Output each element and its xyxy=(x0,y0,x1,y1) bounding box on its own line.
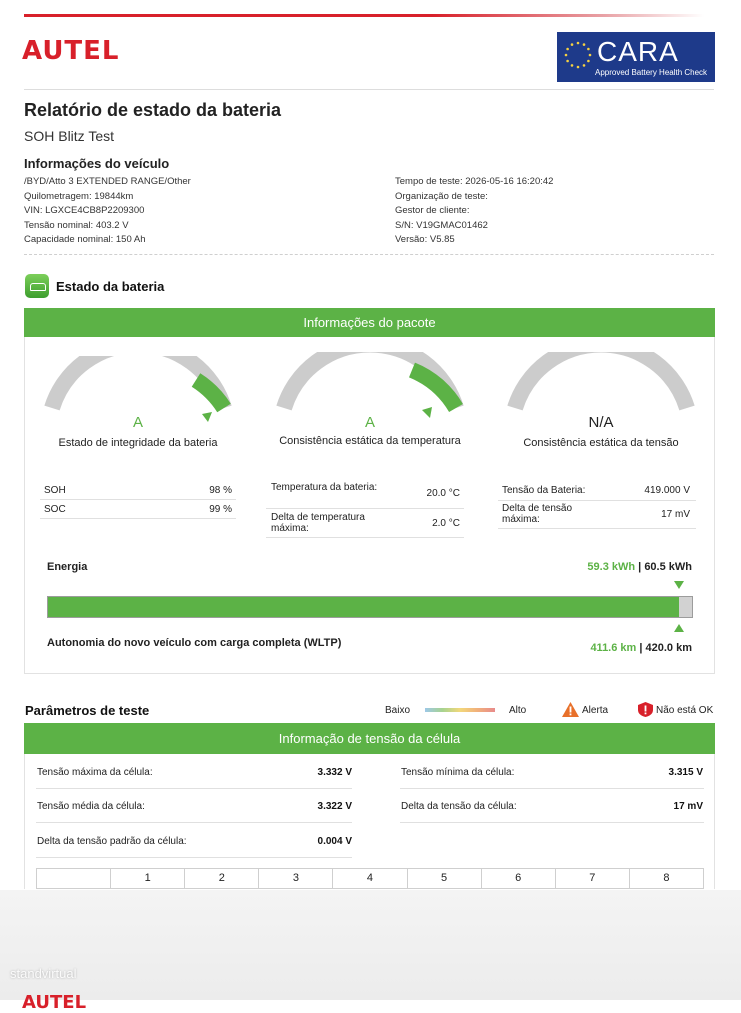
max-cell-voltage-value: 3.332 V xyxy=(317,767,352,778)
legend-low: Baixo xyxy=(385,705,411,716)
page-break xyxy=(0,890,741,1000)
vehicle-info-right xyxy=(395,175,553,248)
info-divider xyxy=(24,254,714,255)
avg-cell-voltage-label: Tensão média da célula: xyxy=(37,801,145,812)
autel-logo: AUTEL xyxy=(22,36,120,66)
header-divider xyxy=(24,89,714,90)
cara-badge xyxy=(557,32,715,82)
legend-not-ok: Não está OK xyxy=(656,705,714,716)
cell-voltage-delta-label: Delta da tensão da célula: xyxy=(401,801,517,812)
cell-table-header xyxy=(36,868,704,889)
row-divider xyxy=(266,537,464,538)
eu-stars-icon xyxy=(563,40,593,70)
battery-voltage-value: 419.000 V xyxy=(644,485,690,496)
client-manager: Gestor de cliente: xyxy=(395,205,470,216)
alert-icon xyxy=(562,702,579,717)
gauge-1-label: Estado de integridade da bateria xyxy=(58,437,218,449)
report-subtitle: SOH Blitz Test xyxy=(24,128,114,144)
max-temp-delta-label: Delta de temperatura máxima: xyxy=(271,512,365,534)
report-title: Relatório de estado da bateria xyxy=(24,100,282,120)
row-divider xyxy=(36,788,352,789)
range-marker-icon xyxy=(674,624,684,632)
battery-car-icon xyxy=(25,274,49,298)
range-current: 411.6 km xyxy=(590,642,637,654)
vehicle-info-heading: Informações do veículo xyxy=(24,156,170,171)
range-label: Autonomia do novo veículo com carga completa (WLTP) xyxy=(47,637,342,649)
range-separator: | xyxy=(639,642,643,654)
gauge-2-grade: A xyxy=(364,414,375,431)
std-cell-voltage-delta-label: Delta da tensão padrão da célula: xyxy=(37,836,187,847)
energy-bar-fill xyxy=(48,597,679,617)
row-divider xyxy=(40,499,236,500)
row-divider xyxy=(36,857,352,858)
battery-section-title: Estado da bateria xyxy=(56,279,165,294)
battery-temp-label: Temperatura da bateria: xyxy=(271,482,378,493)
gauge-3-grade: N/A xyxy=(588,414,614,431)
software-version: Versão: V5.85 xyxy=(395,234,455,245)
max-voltage-delta-value: 17 mV xyxy=(661,509,690,520)
range-readout xyxy=(540,642,692,654)
test-time: Tempo de teste: 2026-05-16 16:20:42 xyxy=(395,176,554,187)
std-cell-voltage-delta-value: 0.004 V xyxy=(317,836,352,847)
next-page-logo: AUTEL xyxy=(22,992,87,1013)
row-divider xyxy=(498,528,696,529)
max-cell-voltage-label: Tensão máxima da célula: xyxy=(37,767,153,778)
nominal-voltage: Tensão nominal: 403.2 V xyxy=(24,219,129,231)
avg-cell-voltage-value: 3.322 V xyxy=(317,801,352,812)
nominal-capacity: Capacidade nominal: 150 Ah xyxy=(24,234,146,245)
soc-value: 99 % xyxy=(209,504,232,515)
energy-bar xyxy=(47,596,693,618)
vehicle-mileage: Quilometragem: 19844km xyxy=(24,190,134,202)
row-divider xyxy=(36,822,352,823)
params-title: Parâmetros de teste xyxy=(25,703,150,718)
row-divider xyxy=(400,822,704,823)
soh-label: SOH xyxy=(44,485,66,496)
cara-title: CARA xyxy=(597,36,679,67)
energy-marker-icon xyxy=(674,581,684,589)
legend-alert: Alerta xyxy=(582,705,609,716)
cell-col-7: 7 xyxy=(555,869,629,888)
gauge-temperature-consistency xyxy=(270,352,470,422)
top-rule xyxy=(24,14,704,17)
vehicle-model: /BYD/Atto 3 EXTENDED RANGE/Other xyxy=(24,176,191,187)
row-divider xyxy=(40,518,236,519)
max-voltage-delta-label: Delta de tensão máxima: xyxy=(502,503,573,525)
gauge-2-label: Consistência estática da temperatura xyxy=(279,435,461,447)
standvirtual-watermark: standvirtual xyxy=(10,966,77,981)
cell-col-blank xyxy=(37,869,110,888)
energy-current: 59.3 kWh xyxy=(587,561,636,573)
cell-col-8: 8 xyxy=(629,869,703,888)
cara-subtitle: Approved Battery Health Check xyxy=(595,68,708,77)
cell-col-5: 5 xyxy=(407,869,481,888)
row-divider xyxy=(400,788,704,789)
energy-readout xyxy=(540,561,692,573)
legend-high: Alto xyxy=(509,705,527,716)
cell-voltage-header: Informação de tensão da célula xyxy=(24,723,715,754)
cell-col-4: 4 xyxy=(332,869,406,888)
battery-voltage-label: Tensão da Bateria: xyxy=(502,485,586,496)
row-divider xyxy=(498,500,696,501)
soh-value: 98 % xyxy=(209,485,232,496)
serial-number: S/N: V19GMAC01462 xyxy=(395,219,488,231)
test-organization: Organização de teste: xyxy=(395,190,488,202)
max-temp-delta-value: 2.0 °C xyxy=(432,518,460,529)
vehicle-vin: VIN: LGXCE4CB8P2209300 xyxy=(24,205,145,216)
row-divider xyxy=(266,508,464,509)
cell-col-2: 2 xyxy=(184,869,258,888)
vehicle-info-left xyxy=(24,175,191,248)
range-total: 420.0 km xyxy=(645,642,692,654)
gauge-1-grade: A xyxy=(132,414,143,431)
energy-separator: | xyxy=(638,561,642,573)
soc-label: SOC xyxy=(44,504,66,515)
energy-label: Energia xyxy=(47,561,88,573)
legend-scale xyxy=(425,708,495,712)
cell-voltage-delta-value: 17 mV xyxy=(673,801,703,812)
pack-info-header: Informações do pacote xyxy=(24,308,715,337)
energy-total: 60.5 kWh xyxy=(644,561,692,573)
cell-col-6: 6 xyxy=(481,869,555,888)
min-cell-voltage-value: 3.315 V xyxy=(668,767,703,778)
min-cell-voltage-label: Tensão mínima da célula: xyxy=(401,767,515,778)
gauge-voltage-consistency xyxy=(501,352,701,422)
gauge-3-label: Consistência estática da tensão xyxy=(523,437,679,449)
not-ok-icon xyxy=(638,702,653,717)
cell-col-1: 1 xyxy=(110,869,184,888)
battery-temp-value: 20.0 °C xyxy=(426,488,460,499)
cell-col-3: 3 xyxy=(258,869,332,888)
